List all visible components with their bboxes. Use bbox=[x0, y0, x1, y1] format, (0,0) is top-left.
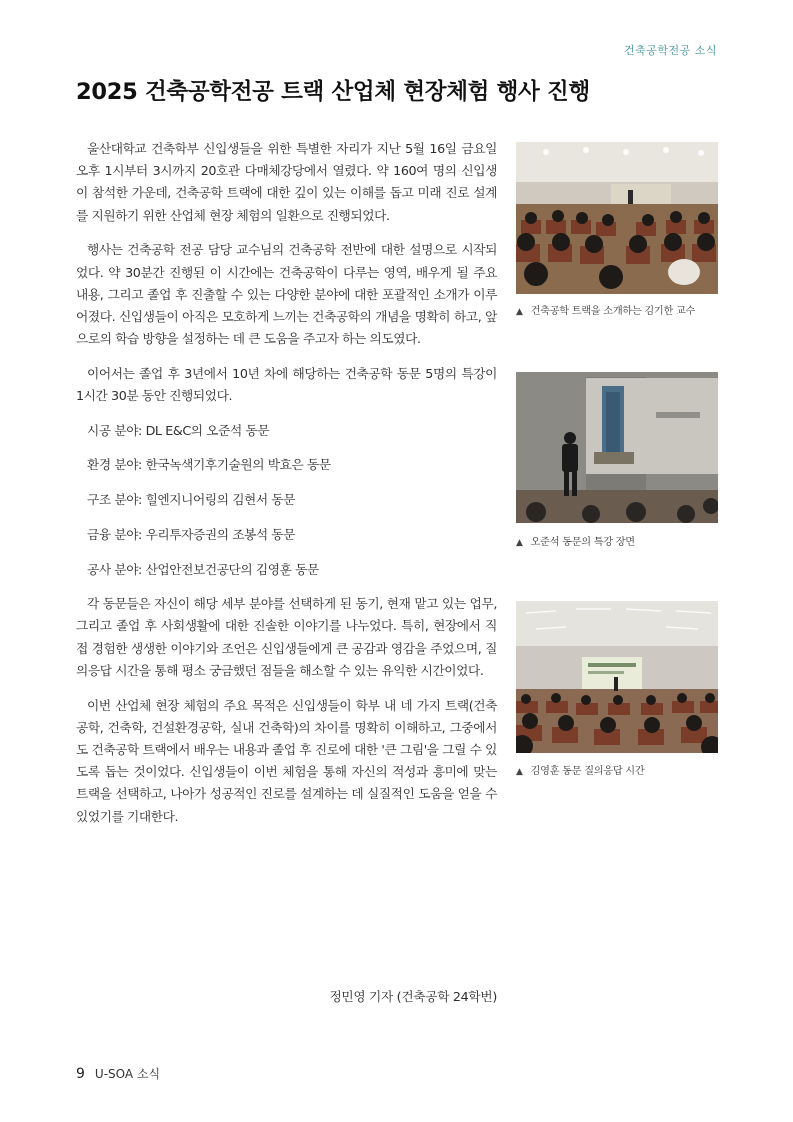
alumni-item: 환경 분야: 한국녹색기후기술원의 박효은 동문 bbox=[87, 457, 331, 473]
page-footer bbox=[76, 1065, 160, 1082]
section-label: 건축공학전공 소식 bbox=[623, 44, 717, 57]
page-number: 9 bbox=[76, 1066, 85, 1082]
triangle-up-icon: ▲ bbox=[516, 538, 523, 548]
paragraph: 행사는 건축공학 전공 담당 교수님의 건축공학 전반에 대한 설명으로 시작되었다. 약 30분간 진행된 이 시간에는 건축공학이 다루는 영역, 배우게 될 주요 내용, 그리고 졸업 후 진출할 수 있는 다양한 분야에 대한 포괄적인 소개가 이루어졌다. 신입생들이 아직은 모호하게 느끼는 건축공학의 개념을 명확히 하고, 앞으로의 학습 방향을 설정하는 데 큰 도움을 주고자 하는 의도였다. bbox=[76, 242, 497, 347]
article-title: 2025 건축공학전공 트랙 산업체 현장체험 행사 진행 bbox=[76, 79, 590, 105]
article-body bbox=[76, 138, 497, 840]
photo-professor-lecture bbox=[516, 142, 718, 294]
paragraph: 이어서는 졸업 후 3년에서 10년 차에 해당하는 건축공학 동문 5명의 특강이 1시간 30분 동안 진행되었다. bbox=[76, 365, 497, 404]
alumni-item: 시공 분야: DL E&C의 오준석 동문 bbox=[87, 422, 270, 438]
photo-caption bbox=[516, 533, 726, 548]
paragraph: 이번 산업체 현장 체험의 주요 목적은 신입생들이 학부 내 네 가지 트랙(건축공학, 건축학, 건설환경공학, 실내 건축학)의 차이를 명확히 이해하고, 그중에서도 건축공학 트랙에서 배우는 내용과 졸업 후 진로에 대한 '큰 그림'을 그릴 수 있도록 돕는 것이었다. 신입생들이 이번 체험을 통해 자신의 적성과 흥미에 맞는 트랙을 선택하고, 나아가 성공적인 진로를 설계하는 데 실질적인 도움을 얻을 수 있었기를 기대한다. bbox=[76, 697, 497, 824]
alumni-item: 구조 분야: 힐엔지니어링의 김현서 동문 bbox=[87, 492, 296, 508]
triangle-up-icon: ▲ bbox=[516, 307, 523, 317]
photo-alumni-lecture bbox=[516, 372, 718, 523]
paragraph: 울산대학교 건축학부 신입생들을 위한 특별한 자리가 지난 5월 16일 금요일 오후 1시부터 3시까지 20호관 다매체강당에서 열렸다. 약 160여 명의 신입생이 참석한 가운데, 건축공학 트랙에 대한 깊이 있는 이해를 돕고 미래 진로 설계를 지원하기 위한 산업체 현장 체험의 일환으로 진행되었다. bbox=[76, 141, 497, 223]
photo-caption bbox=[516, 302, 726, 317]
paragraph: 각 동문들은 자신이 해당 세부 분야를 선택하게 된 동기, 현재 맡고 있는 업무, 그리고 졸업 후 사회생활에 대한 진솔한 이야기를 나누었다. 특히, 현장에서 직접 경험한 생생한 이야기와 조언은 신입생들에게 큰 공감과 영감을 주었으며, 질의응답 시간을 통해 평소 궁금했던 점들을 해소할 수 있는 유익한 시간이었다. bbox=[76, 596, 497, 678]
caption-text: 건축공학 트랙을 소개하는 김기한 교수 bbox=[530, 306, 696, 317]
byline: 정민영 기자 (건축공학 24학번) bbox=[329, 989, 497, 1004]
photo-caption bbox=[516, 762, 726, 777]
photo-qa-session bbox=[516, 601, 718, 753]
publication-name: U-SOA 소식 bbox=[94, 1067, 161, 1081]
triangle-up-icon: ▲ bbox=[516, 767, 523, 777]
caption-text: 오준석 동문의 특강 장면 bbox=[530, 537, 635, 548]
alumni-item: 금융 분야: 우리투자증권의 조봉석 동문 bbox=[87, 526, 296, 542]
caption-text: 김영훈 동문 질의응답 시간 bbox=[530, 766, 645, 777]
alumni-item: 공사 분야: 산업안전보건공단의 김영훈 동문 bbox=[87, 561, 319, 577]
